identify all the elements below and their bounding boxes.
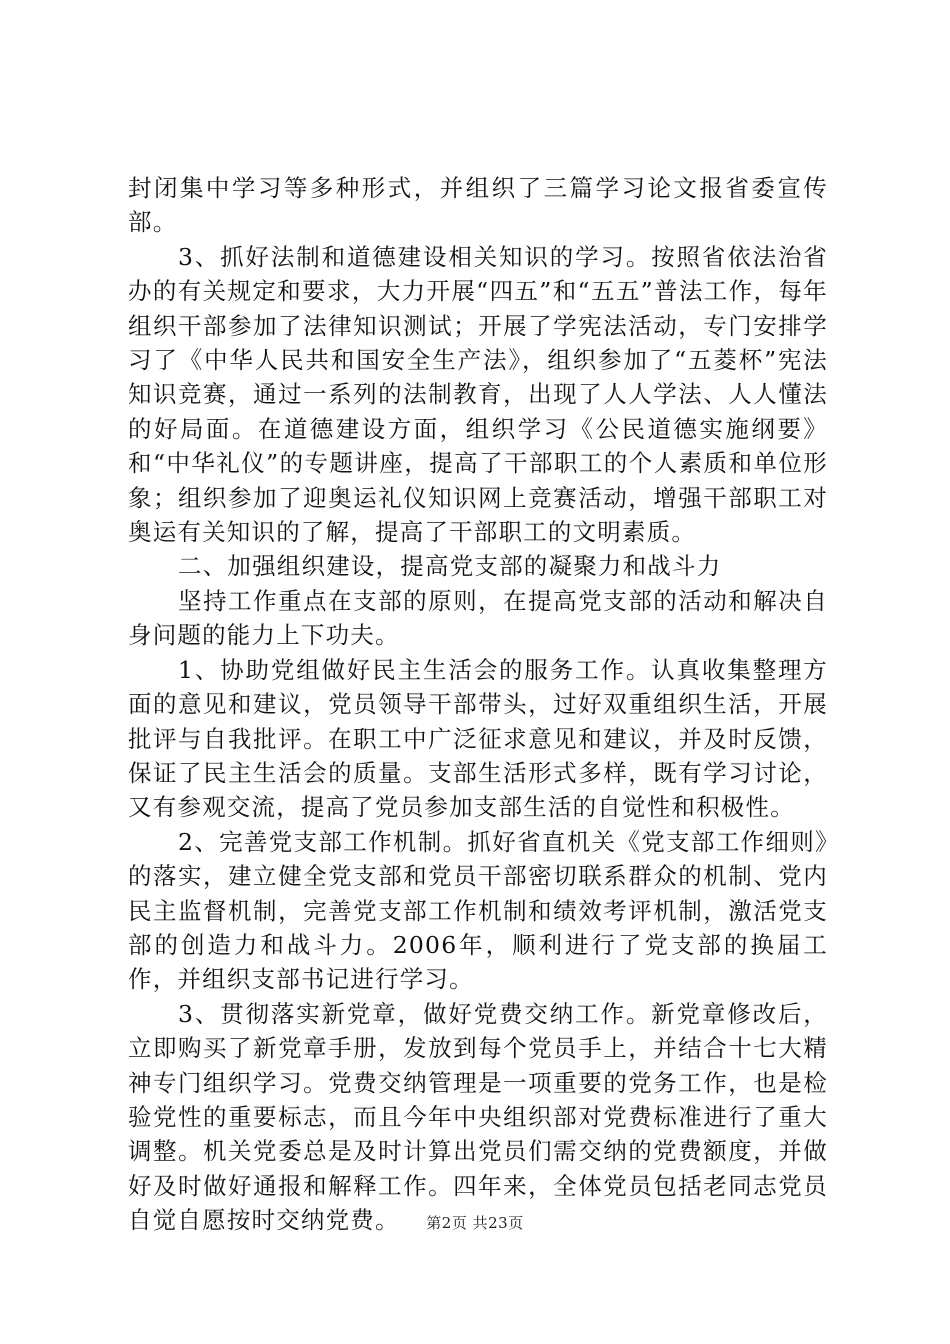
paragraph-branch-mechanism: 2、完善党支部工作机制。抓好省直机关《党支部工作细则》的落实，建立健全党支部和党员干部密切联系群众的机制、党内民主监督机制，完善党支部工作机制和绩效考评机制，激活党支部的创造力和战斗力。2006年，顺利进行了党支部的换届工作，并组织支部书记进行学习。	[128, 827, 828, 994]
paragraph-democratic-life: 1、协助党组做好民主生活会的服务工作。认真收集整理方面的意见和建议，党员领导干部带头，过好双重组织生活，开展批评与自我批评。在职工中广泛征求意见和建议，并及时反馈，保证了民主生活会的质量。支部生活形式多样，既有学习讨论，又有参观交流，提高了党员参加支部生活的自觉性和积极性。	[128, 655, 828, 822]
document-body	[128, 171, 828, 1238]
section-heading-organization: 二、加强组织建设，提高党支部的凝聚力和战斗力	[178, 552, 722, 581]
page-number-footer: 第2页 共23页	[426, 1214, 524, 1232]
paragraph-continuation: 封闭集中学习等多种形式，并组织了三篇学习论文报省委宣传部。	[128, 174, 828, 237]
paragraph-law-ethics-study: 3、抓好法制和道德建设相关知识的学习。按照省依法治省办的有关规定和要求，大力开展“四五”和“五五”普法工作，每年组织干部参加了法律知识测试；开展了学宪法活动，专门安排学习了《中华人民共和国安全生产法》，组织参加了“五菱杯”宪法知识竞赛，通过一系列的法制教育，出现了人人学法、人人懂法的好局面。在道德建设方面，组织学习《公民道德实施纲要》和“中华礼仪”的专题讲座，提高了干部职工的个人素质和单位形象；组织参加了迎奥运礼仪知识网上竞赛活动，增强干部职工对奥运有关知识的了解，提高了干部职工的文明素质。	[128, 242, 828, 547]
paragraph-branch-principle: 坚持工作重点在支部的原则，在提高党支部的活动和解决自身问题的能力上下功夫。	[128, 586, 828, 650]
paragraph-party-dues: 3、贯彻落实新党章，做好党费交纳工作。新党章修改后，立即购买了新党章手册，发放到每个党员手上，并结合十七大精神专门组织学习。党费交纳管理是一项重要的党务工作，也是检验党性的重要标志，而且今年中央组织部对党费标准进行了重大调整。机关党委总是及时计算出党员们需交纳的党费额度，并做好及时做好通报和解释工作。四年来，全体党员包括老同志党员自觉自愿按时交纳党费。	[128, 999, 828, 1235]
